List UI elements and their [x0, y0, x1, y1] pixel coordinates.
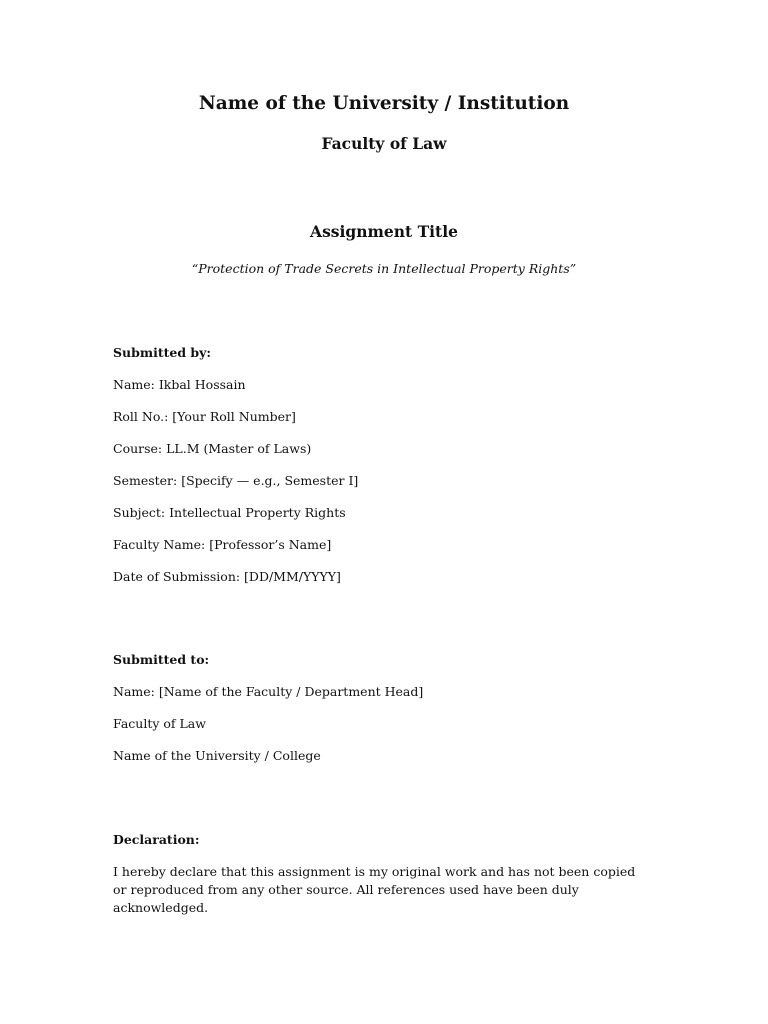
declaration-heading: Declaration:: [113, 832, 200, 847]
submitted-by-heading: Submitted by:: [113, 345, 212, 360]
submitted-by-faculty-name: Faculty Name: [Professor’s Name]: [113, 537, 332, 552]
institution-title: Name of the University / Institution: [198, 93, 570, 114]
submitted-to-heading: Submitted to:: [113, 652, 210, 667]
declaration-text: I hereby declare that this assignment is my original work and has not been copied or reproduced from any other source. All references used have been duly acknowledged.: [113, 864, 636, 915]
submitted-by-semester: Semester: [Specify — e.g., Semester I]: [113, 473, 359, 488]
assignment-title: “Protection of Trade Secrets in Intellectual Property Rights”: [191, 261, 577, 276]
submitted-by-date: Date of Submission: [DD/MM/YYYY]: [113, 569, 341, 584]
submitted-by-name: Name: Ikbal Hossain: [113, 377, 246, 392]
faculty-title: Faculty of Law: [321, 134, 447, 153]
submitted-to-name: Name: [Name of the Faculty / Department Head]: [113, 684, 424, 699]
submitted-by-course: Course: LL.M (Master of Laws): [113, 441, 312, 456]
submitted-by-roll: Roll No.: [Your Roll Number]: [113, 409, 296, 424]
assignment-heading: Assignment Title: [310, 222, 458, 241]
submitted-to-faculty: Faculty of Law: [113, 716, 206, 731]
submitted-to-university: Name of the University / College: [113, 748, 321, 763]
submitted-by-subject: Subject: Intellectual Property Rights: [113, 505, 346, 520]
